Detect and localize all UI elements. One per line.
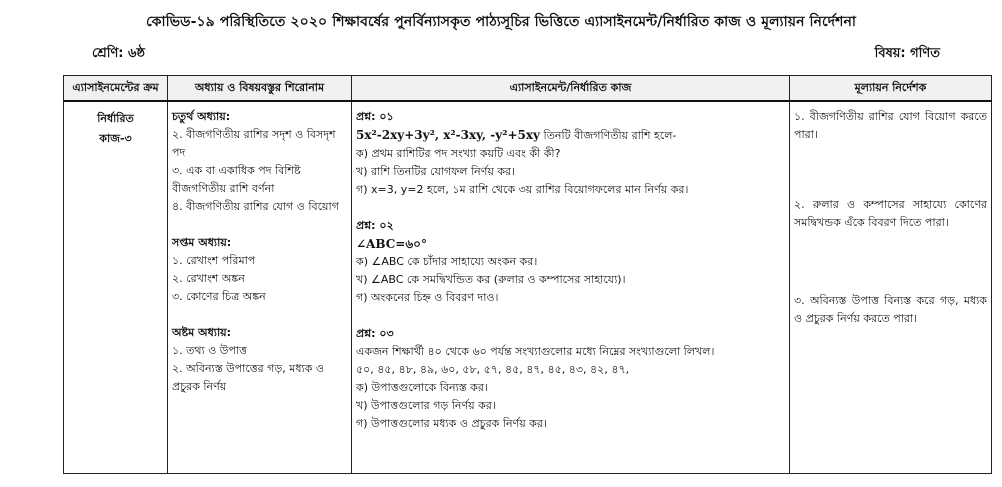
chapter-item: ৩. কোণের চিত্র অঙ্কন bbox=[172, 290, 266, 303]
expression: 5x²-2xy+3y², x²-3xy, -y²+5xy bbox=[356, 128, 541, 142]
evaluation-cell bbox=[790, 101, 992, 474]
header-assignment-task: এ্যাসাইনমেন্ট/নির্ধারিত কাজ bbox=[352, 76, 790, 102]
question-part: খ) ∠ABC কে সমদ্বিখন্ডিত কর (রুলার ও কম্পাসের সাহায্যে)। bbox=[356, 273, 626, 286]
chapter-item: ১. রেখাংশ পরিমাপ bbox=[172, 254, 256, 267]
question-label: প্রশ্ন: ০১ bbox=[356, 110, 394, 123]
question-part: খ) উপাত্তগুলোর গড় নির্ণয় কর। bbox=[356, 399, 496, 412]
chapters-cell bbox=[168, 101, 352, 474]
question-part: ক) ∠ABC কে চাঁদার সাহায্যে অংকন কর। bbox=[356, 255, 538, 268]
question-part: গ) x=3, y=2 হলে, ১ম রাশি থেকে ৩য় রাশির বিয়োগফলের মান নির্ণয় কর। bbox=[356, 183, 689, 196]
chapter-title: সপ্তম অধ্যায়: bbox=[172, 236, 232, 249]
question-part: খ) রাশি তিনটির যোগফল নির্ণয় কর। bbox=[356, 165, 516, 178]
chapter-item: ৩. এক বা একাধিক পদ বিশিষ্ট বীজগণিতীয় রাশি বর্ণনা bbox=[172, 164, 301, 195]
page-title: কোভিড-১৯ পরিস্থিতিতে ২০২০ শিক্ষাবর্ষের পুনর্বিন্যাসকৃত পাঠ্যসূচির ভিত্তিতে এ্যাসাইনমেন্ট/নির্ধারিত কাজ ও মূল্যায়ন নির্দেশনা bbox=[146, 14, 856, 30]
header-evaluation: মূল্যায়ন নির্দেশক bbox=[790, 76, 992, 102]
header-chapter-title: অধ্যায় ও বিষয়বস্তুর শিরোনাম bbox=[168, 76, 352, 102]
subject-label: বিষয়: গণিত bbox=[874, 46, 940, 61]
chapter-title: চতুর্থ অধ্যায়: bbox=[172, 110, 231, 123]
question-part: গ) উপাত্তগুলোর মধ্যক ও প্রচুরক নির্ণয় কর। bbox=[356, 417, 547, 430]
evaluation-item: ৩. অবিন্যস্ত উপাত্ত বিন্যস্ত করে গড়, মধ্যক ও প্রচুরক নির্ণয় করতে পারা। bbox=[794, 294, 987, 325]
chapter-item: ২. অবিন্যস্ত উপাত্তের গড়, মধ্যক ও প্রচুরক নির্ণয় bbox=[172, 362, 324, 393]
question-intro: একজন শিক্ষার্থী ৪০ থেকে ৬০ পর্যন্ত সংখ্যাগুলোর মধ্যে নিম্নের সংখ্যাগুলো লিখল। bbox=[356, 345, 715, 358]
question-label: প্রশ্ন: ০৩ bbox=[356, 327, 394, 340]
header-assignment-no: এ্যাসাইনমেন্টের ক্রম bbox=[64, 76, 168, 102]
question-intro-suffix: তিনটি বীজগণিতীয় রাশি হলে- bbox=[540, 129, 677, 142]
question-intro bbox=[356, 126, 785, 145]
chapter-item: ২. রেখাংশ অঙ্কন bbox=[172, 272, 245, 285]
assignment-no-line1: নির্ধারিত bbox=[97, 112, 134, 125]
table-header-row bbox=[64, 76, 992, 102]
assignment-table bbox=[63, 75, 992, 474]
assignment-no-cell bbox=[64, 101, 168, 474]
chapter-title: অষ্টম অধ্যায়: bbox=[172, 326, 232, 339]
question-label: প্রশ্ন: ০২ bbox=[356, 219, 394, 232]
chapter-item: ৪. বীজগণিতীয় রাশির যোগ ও বিয়োগ bbox=[172, 200, 339, 213]
given-angle: ∠ABC=৬০° bbox=[356, 237, 427, 251]
question-part: গ) অংকনের চিহ্ন ও বিবরণ দাও। bbox=[356, 291, 499, 304]
evaluation-item: ১. বীজগণিতীয় রাশির যোগ বিয়োগ করতে পারা। bbox=[794, 110, 987, 141]
evaluation-item: ২. রুলার ও কম্পাসের সাহায্যে কোণের সমদ্বিখন্ডক এঁকে বিবরণ দিতে পারা। bbox=[794, 198, 987, 229]
table-row bbox=[64, 101, 992, 474]
assignment-no-line2: কাজ-৩ bbox=[99, 132, 132, 145]
chapter-item: ২. বীজগণিতীয় রাশির সদৃশ ও বিসদৃশ পদ bbox=[172, 128, 336, 159]
number-list: ৫০, ৪৫, ৪৮, ৪৯, ৬০, ৫৮, ৫৭, ৪৫, ৪৭, ৪৫, ৪৩, ৪২, ৪৭, bbox=[356, 363, 630, 376]
question-part: ক) উপাত্তগুলোকে বিন্যস্ত কর। bbox=[356, 381, 488, 394]
assignment-task-cell bbox=[352, 101, 790, 474]
class-label: শ্রেণি: ৬ষ্ঠ bbox=[92, 46, 145, 61]
question-part: ক) প্রথম রাশিটির পদ সংখ্যা কয়টি এবং কী কী? bbox=[356, 147, 561, 160]
chapter-item: ১. তথ্য ও উপাত্ত bbox=[172, 344, 247, 357]
